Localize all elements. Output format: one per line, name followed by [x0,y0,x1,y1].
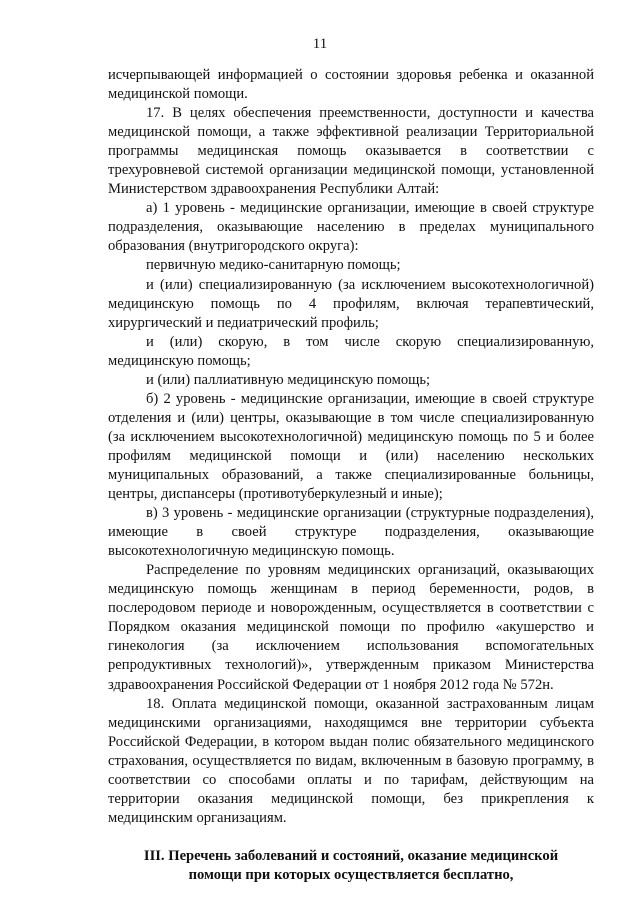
paragraph-continuation: исчерпывающей информацией о состоянии здоровья ребенка и оказанной медицинской помощи. [108,67,594,103]
section-heading-line-1: III. Перечень заболеваний и состояний, оказание медицинской [143,847,559,864]
page-number: 11 [312,36,328,52]
paragraph-item-18: 18. Оплата медицинской помощи, оказанной застрахованным лицам медицинскими организациями, находящимся вне территории субъекта Российской Федерации, в котором выдан полис обязательного медицинского страхования, осуществляется по видам, включенным в базовую программу, в соответствии со способами оплаты и по тарифам, действующим на территории оказания медицинской помощи, без прикрепления к медицинским организациям. [108,695,594,826]
paragraph-level-3: в) 3 уровень - медицинские организации (структурные подразделения), имеющие в своей структуре подразделения, оказывающие высокотехнологичную медицинскую помощь. [108,505,594,560]
paragraph-palliative-care: и (или) паллиативную медицинскую помощь; [146,371,431,388]
page-body [108,66,594,885]
paragraph-specialized-care: и (или) специализированную (за исключением высокотехнологичной) медицинскую помощь по 4 профилям, включая терапевтический, хирургический и педиатрический профиль; [108,276,594,331]
section-heading-line-2: помощи при которых осуществляется бесплатно, [188,866,514,883]
paragraph-primary-care: первичную медико-санитарную помощь; [146,257,401,274]
section-heading [108,847,594,885]
paragraph-item-17: 17. В целях обеспечения преемственности, доступности и качества медицинской помощи, а также эффективной реализации Территориальной программы медицинская помощь оказывается в соответствии с трехуровневой системой организации медицинской помощи, установленной Министерством здравоохранения Республики Алтай: [108,105,594,198]
paragraph-level-1: а) 1 уровень - медицинские организации, имеющие в своей структуре подразделения, оказывающие населению в пределах муниципального образования (внутригородского округа): [108,200,594,255]
paragraph-level-2: б) 2 уровень - медицинские организации, имеющие в своей структуре отделения и (или) центры, оказывающие в том числе специализированную (за исключением высокотехнологичной) медицинскую помощь по 5 и более профилям медицинской помощи и (или) населению нескольких муниципальных образований, а также специализированные больницы, центры, диспансеры (противотуберкулезный и иные); [108,390,594,503]
paragraph-distribution: Распределение по уровням медицинских организаций, оказывающих медицинскую помощь женщинам в период беременности, родов, в послеродовом периоде и новорожденным, осуществляется в соответствии с Порядком оказания медицинской помощи по профилю «акушерство и гинекология (за исключением использования вспомогательных репродуктивных технологий)», утвержденным приказом Министерства здравоохранения Российской Федерации от 1 ноября 2012 года № 572н. [108,562,594,693]
paragraph-emergency-care: и (или) скорую, в том числе скорую специализированную, медицинскую помощь; [108,333,594,369]
